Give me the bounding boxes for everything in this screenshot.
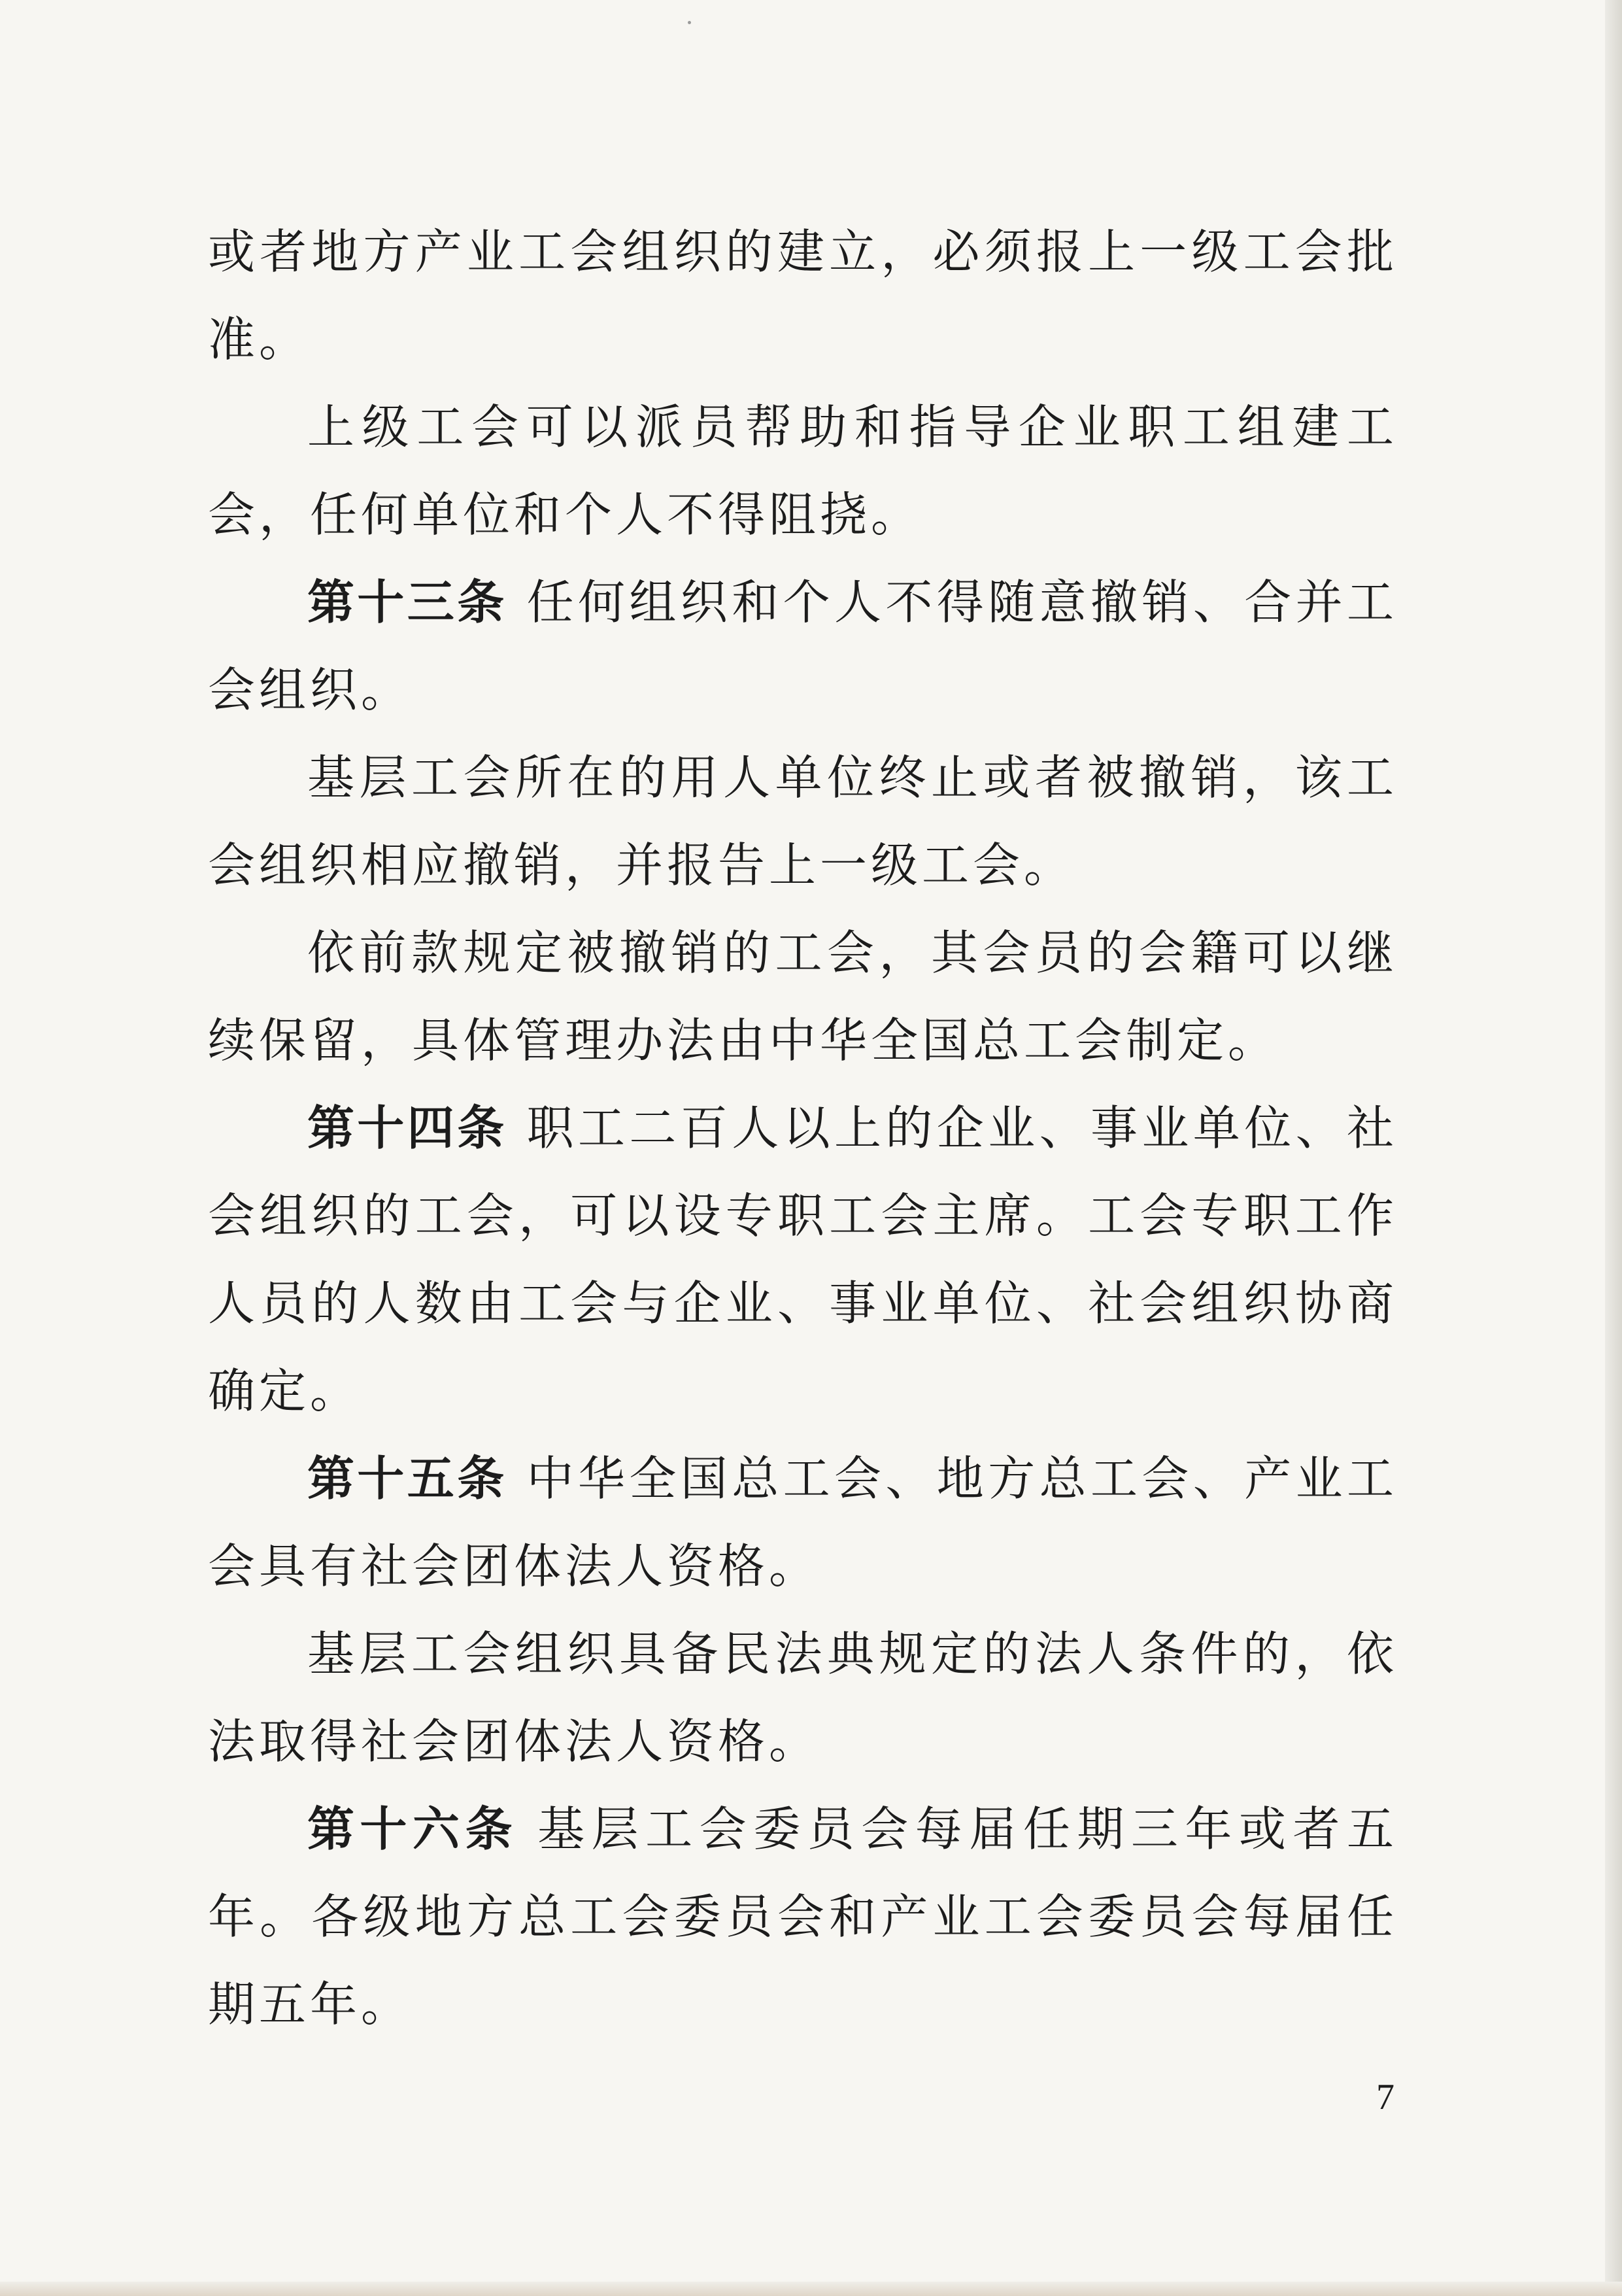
article-heading: 第十四条 (307, 1101, 507, 1156)
paragraph-text: 依前款规定被撤销的工会，其会员的会籍可以继续保留，具体管理办法由中华全国总工会制定。 (208, 925, 1398, 1068)
article-16 (208, 1785, 1398, 2048)
paragraph-text: 基层工会组织具备民法典规定的法人条件的，依法取得社会团体法人资格。 (208, 1626, 1398, 1769)
article-15 (208, 1435, 1398, 1610)
paragraph-text: 任何组织和个人不得随意撤销、合并工会组织。 (208, 575, 1398, 717)
paragraph-text: 基层工会所在的用人单位终止或者被撤销，该工会组织相应撤销，并报告上一级工会。 (208, 750, 1398, 893)
article-heading: 第十六条 (307, 1802, 518, 1857)
body-text (208, 208, 1398, 2048)
paragraph-text: 中华全国总工会、地方总工会、产业工会具有社会团体法人资格。 (208, 1451, 1398, 1594)
paragraph-text: 或者地方产业工会组织的建立，必须报上一级工会批准。 (208, 224, 1398, 367)
page-number: 7 (1376, 2077, 1394, 2117)
scan-dot (688, 21, 691, 24)
paragraph-text: 基层工会委员会每届任期三年或者五年。各级地方总工会委员会和产业工会委员会每届任期五年。 (208, 1802, 1398, 2032)
paragraph-2 (208, 383, 1398, 558)
paragraph-text: 职工二百人以上的企业、事业单位、社会组织的工会，可以设专职工会主席。工会专职工作人员的人数由工会与企业、事业单位、社会组织协商确定。 (208, 1101, 1398, 1418)
paragraph-text: 上级工会可以派员帮助和指导企业职工组建工会，任何单位和个人不得阻挠。 (208, 400, 1398, 542)
article-heading: 第十三条 (307, 575, 507, 630)
article-heading: 第十五条 (307, 1451, 507, 1506)
paragraph-8 (208, 1610, 1398, 1785)
article-14 (208, 1084, 1398, 1435)
page-edge-bottom (0, 2282, 1622, 2296)
paragraph-5 (208, 909, 1398, 1084)
paragraph-1 (208, 208, 1398, 383)
article-13 (208, 558, 1398, 734)
paragraph-4 (208, 734, 1398, 909)
page-edge-right (1605, 0, 1622, 2296)
